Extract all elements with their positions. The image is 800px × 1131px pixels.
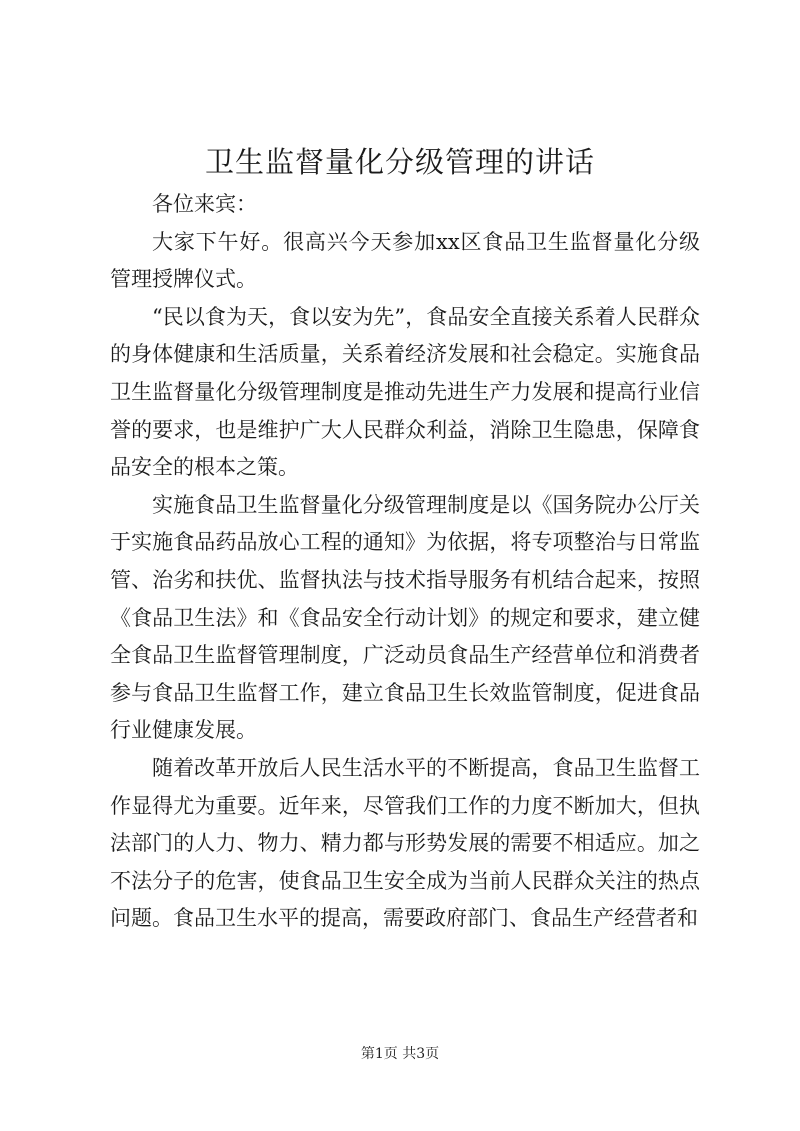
page-footer: 第1页 共3页 (360, 1046, 440, 1062)
document-body (110, 186, 700, 938)
document-title: 卫生监督量化分级管理的讲话 (204, 145, 595, 179)
paragraph-management-basis: 实施食品卫生监督量化分级管理制度是以《国务院办公厅关于实施食品药品放心工程的通知》为依据，将专项整治与日常监管、治劣和扶优、监督执法与技术指导服务有机结合起来，按照《食品卫生法》和《食品安全行动计划》的规定和要求，建立健全食品卫生监督管理制度，广泛动员食品生产经营单位和消费者参与食品卫生监督工作，建立食品卫生长效监管制度，促进食品行业健康发展。 (110, 492, 700, 743)
paragraph-greeting: 大家下午好。很高兴今天参加xx区食品卫生监督量化分级管理授牌仪式。 (110, 229, 700, 292)
paragraph-current-situation: 随着改革开放后人民生活水平的不断提高，食品卫生监督工作显得尤为重要。近年来，尽管我们工作的力度不断加大，但执法部门的人力、物力、精力都与形势发展的需要不相适应。加之不法分子的危害，使食品卫生安全成为当前人民群众关注的热点问题。食品卫生水平的提高，需要政府部门、食品生产经营者和 (110, 755, 700, 931)
paragraph-food-safety-importance: “民以食为天，食以安为先”，食品安全直接关系着人民群众的身体健康和生活质量，关系着经济发展和社会稳定。实施食品卫生监督量化分级管理制度是推动先进生产力发展和提高行业信誉的要求，也是维护广大人民群众利益，消除卫生隐患，保障食品安全的根本之策。 (110, 304, 700, 480)
salutation: 各位来宾： (152, 192, 257, 216)
